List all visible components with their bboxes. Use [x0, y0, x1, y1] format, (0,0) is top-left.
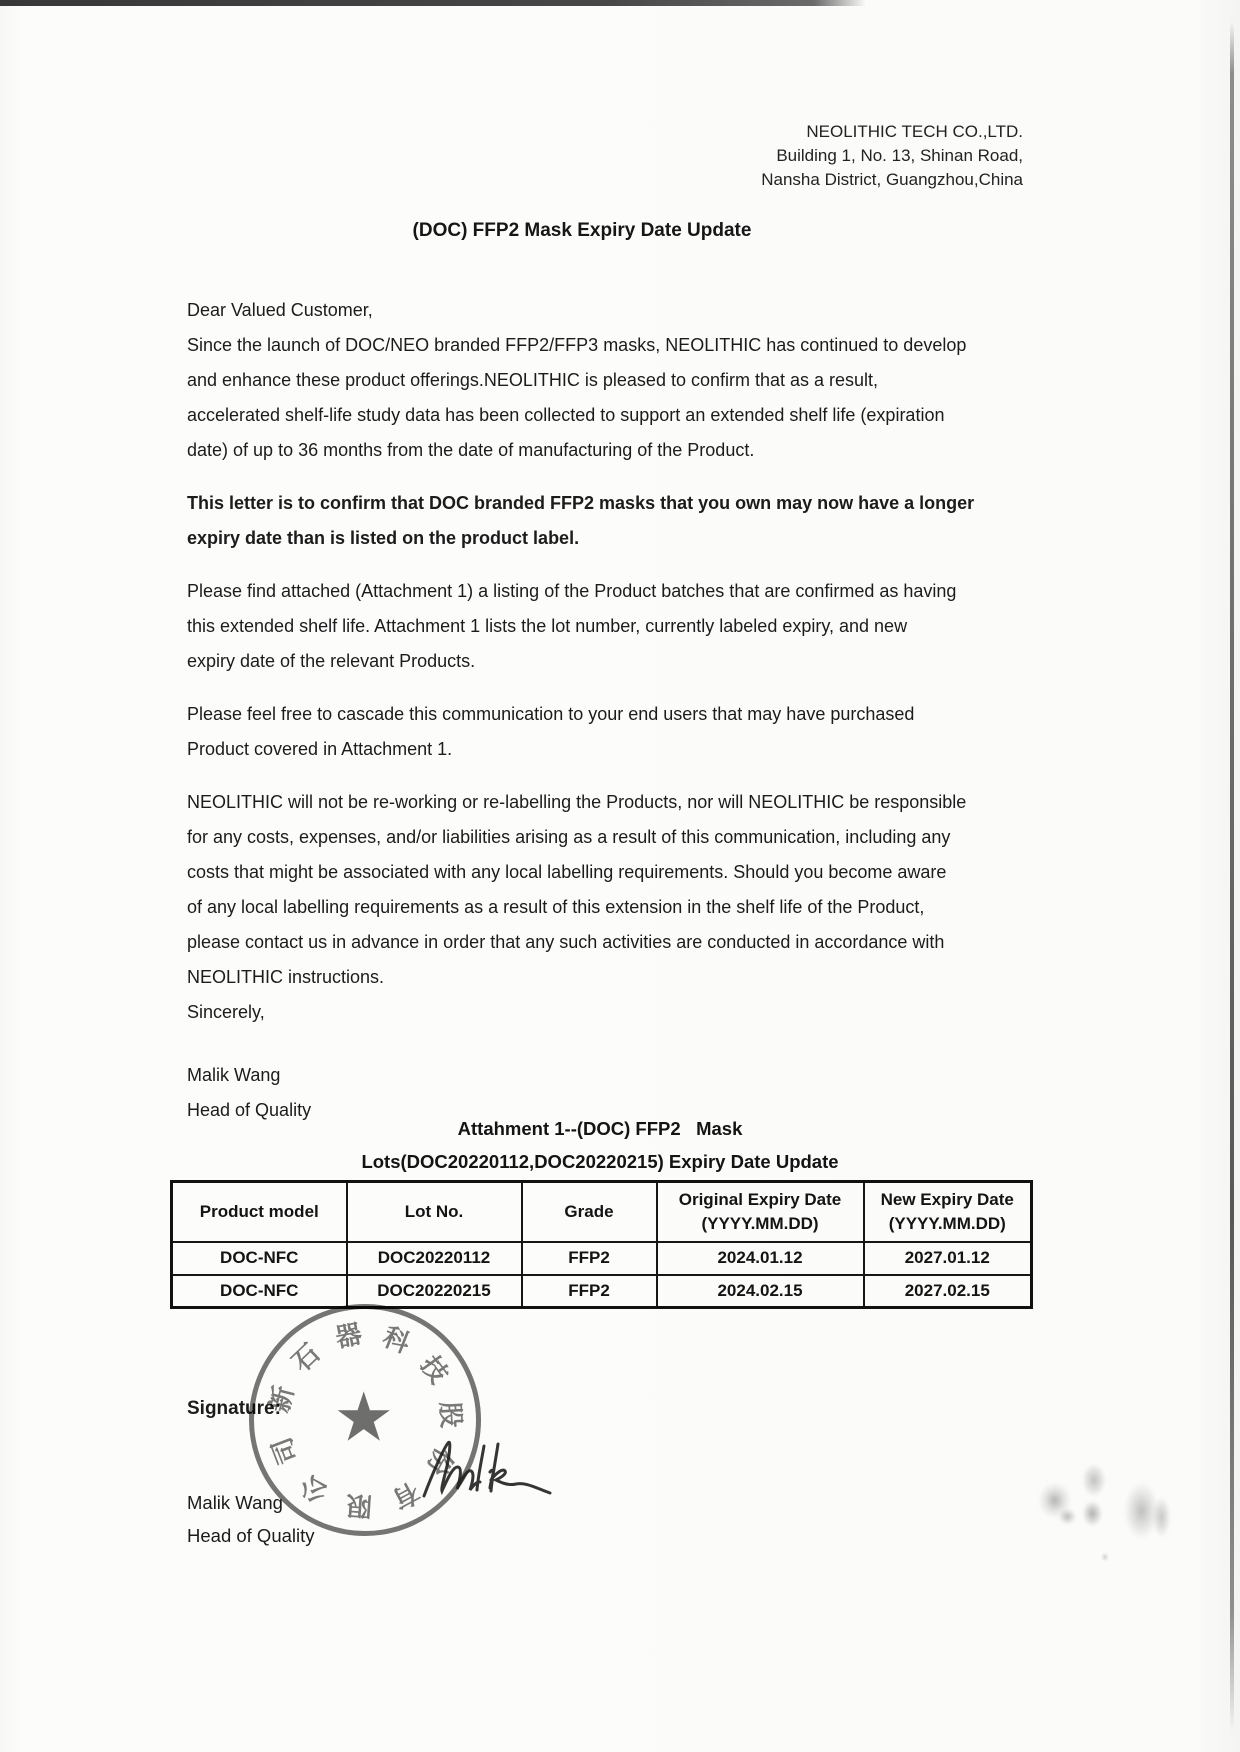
body-line: and enhance these product offerings.NEOLITHIC is pleased to confirm that as a result,: [187, 370, 879, 390]
body-line: date) of up to 36 months from the date of manufacturing of the Product.: [187, 440, 755, 460]
scan-smudge: [1038, 1482, 1080, 1528]
company-name: NEOLITHIC TECH CO.,LTD.: [806, 122, 1023, 141]
header-lot-no: Lot No.: [347, 1182, 522, 1242]
body-line: expiry date of the relevant Products.: [187, 651, 476, 671]
attachment-heading-line1: Attahment 1--(DOC) FFP2 Mask: [457, 1118, 743, 1139]
header-new-expiry-line2: (YYYY.MM.DD): [888, 1213, 1006, 1233]
scan-smudge: [1102, 1553, 1108, 1561]
header-original-expiry-line2: (YYYY.MM.DD): [701, 1213, 819, 1233]
table-cell: FFP2: [522, 1242, 657, 1275]
attachment-heading-line2: Lots(DOC20220112,DOC20220215) Expiry Date Update: [361, 1151, 839, 1172]
table-cell: DOC20220112: [347, 1242, 522, 1275]
table-cell: DOC20220215: [347, 1275, 522, 1308]
header-original-expiry: [657, 1182, 864, 1242]
table-cell: 2027.01.12: [864, 1242, 1032, 1275]
signature-label: Signature:: [187, 1398, 281, 1419]
table-cell: 2027.02.15: [864, 1275, 1032, 1308]
body-line: this extended shelf life. Attachment 1 lists the lot number, currently labeled expiry, and new: [187, 616, 908, 636]
closing-signer-title: Head of Quality: [187, 1100, 312, 1120]
body-line: NEOLITHIC instructions.: [187, 967, 385, 987]
body-line: Please find attached (Attachment 1) a listing of the Product batches that are confirmed as having: [187, 581, 957, 601]
header-new-expiry-line1: New Expiry Date: [880, 1189, 1014, 1209]
body-line-bold: expiry date than is listed on the product label.: [187, 528, 580, 548]
salutation: Dear Valued Customer,: [187, 300, 373, 320]
letter-body: [187, 293, 1039, 1128]
scan-smudge: [1124, 1482, 1174, 1546]
scan-smudge: [1078, 1458, 1110, 1532]
closing-sincerely: Sincerely,: [187, 1002, 265, 1022]
body-line: Please feel free to cascade this communication to your end users that may have purchased: [187, 704, 915, 724]
expiry-date-table: [170, 1180, 1033, 1309]
signer-role: Head of Quality: [187, 1525, 315, 1546]
body-line: Since the launch of DOC/NEO branded FFP2/FFP3 masks, NEOLITHIC has continued to develop: [187, 335, 967, 355]
table-row: [172, 1242, 1032, 1275]
table-cell: DOC-NFC: [172, 1242, 347, 1275]
header-original-expiry-line1: Original Expiry Date: [678, 1189, 842, 1209]
body-line: accelerated shelf-life study data has been collected to support an extended shelf life (expiration: [187, 405, 945, 425]
scan-edge-right: [1230, 22, 1234, 1732]
scan-edge-top: [0, 0, 866, 6]
handwritten-signature-scribble: [420, 1436, 560, 1500]
company-address-line2: Nansha District, Guangzhou,China: [761, 170, 1023, 189]
header-grade: Grade: [522, 1182, 657, 1242]
table-row: [172, 1275, 1032, 1308]
star-icon: ★: [333, 1379, 395, 1456]
table-cell: DOC-NFC: [172, 1275, 347, 1308]
letterhead: [761, 120, 1023, 192]
body-line: please contact us in advance in order that any such activities are conducted in accordance with: [187, 932, 945, 952]
body-line-bold: This letter is to confirm that DOC branded FFP2 masks that you own may now have a longer: [187, 493, 975, 513]
closing-signer-name: Malik Wang: [187, 1065, 281, 1085]
body-line: for any costs, expenses, and/or liabilities arising as a result of this communication, including any: [187, 827, 951, 847]
company-stamp: ★ 新 石 器 科 技 股 份 有 限 公 司: [249, 1304, 481, 1536]
company-address-line1: Building 1, No. 13, Shinan Road,: [776, 146, 1023, 165]
letter-title: (DOC) FFP2 Mask Expiry Date Update: [412, 220, 752, 241]
body-line: costs that might be associated with any local labelling requirements. Should you become aware: [187, 862, 947, 882]
table-cell: FFP2: [522, 1275, 657, 1308]
body-line: of any local labelling requirements as a result of this extension in the shelf life of the Product,: [187, 897, 925, 917]
table-header-row: [172, 1182, 1032, 1242]
table-cell: 2024.02.15: [657, 1275, 864, 1308]
body-line: Product covered in Attachment 1.: [187, 739, 453, 759]
table-cell: 2024.01.12: [657, 1242, 864, 1275]
body-line: NEOLITHIC will not be re-working or re-labelling the Products, nor will NEOLITHIC be responsible: [187, 792, 967, 812]
header-product-model: Product model: [172, 1182, 347, 1242]
signer-name: Malik Wang: [187, 1492, 283, 1513]
attachment-heading: [170, 1112, 1030, 1178]
header-new-expiry: [864, 1182, 1032, 1242]
